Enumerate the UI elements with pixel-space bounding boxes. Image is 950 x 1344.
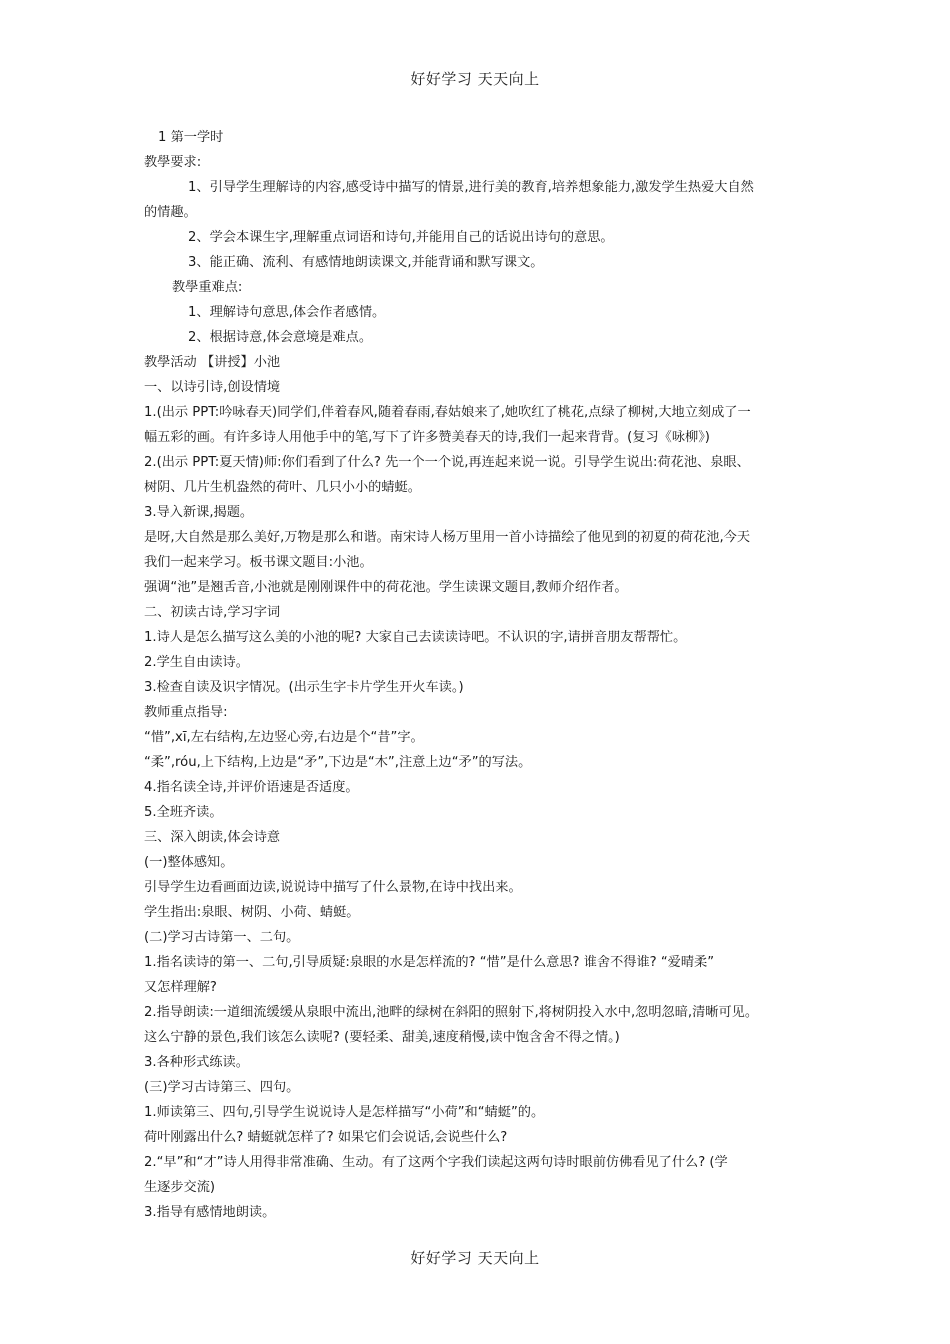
paragraph-line: 树阴、几片生机盎然的荷叶、几只小小的蜻蜓。 [144,480,421,495]
paragraph-line: 2、根据诗意,体会意境是难点。 [188,330,373,345]
paragraph-line: 1.师读第三、四句,引导学生说说诗人是怎样描写“小荷”和“蜻蜓”的。 [144,1105,545,1120]
paragraph-line: 5.全班齐读。 [144,805,223,820]
section-heading: 三、深入朗读,体会诗意 [144,830,281,845]
lesson-title: 1 第一学时 [158,130,224,145]
paragraph-line: 3.指导有感情地朗读。 [144,1205,276,1220]
paragraph-line: 教师重点指导: [144,705,228,720]
paragraph-line: “柔”,róu,上下结构,上边是“矛”,下边是“木”,注意上边“矛”的写法。 [144,755,532,770]
paragraph-line: 3.导入新课,揭题。 [144,505,254,520]
section-heading: 教學要求: [144,155,202,170]
paragraph-line: 3.检查自读及识字情况。(出示生字卡片学生开火车读。) [144,680,464,695]
section-heading: 二、初读古诗,学习字词 [144,605,281,620]
paragraph-line: 1.(出示 PPT:吟咏春天)同学们,伴着春风,随着春雨,春姑娘来了,她吹红了桃花,点绿了柳树,大地立刻成了一 [144,405,751,420]
page-footer: 好好学习 天天向上 [410,1249,540,1267]
paragraph-line: 1.诗人是怎么描写这么美的小池的呢? 大家自己去读读诗吧。不认识的字,请拼音朋友帮帮忙。 [144,630,687,645]
paragraph-line: 1.指名读诗的第一、二句,引导质疑:泉眼的水是怎样流的? “惜”是什么意思? 谁舍不得谁? “爱晴柔” [144,955,715,970]
paragraph-line: 我们一起来学习。板书课文题目:小池。 [144,555,373,570]
paragraph-line: 学生指出:泉眼、树阴、小荷、蜻蜓。 [144,905,360,920]
paragraph-line: 生逐步交流) [144,1180,216,1195]
paragraph-line: 2.“早”和“才”诗人用得非常准确、生动。有了这两个字我们读起这两句诗时眼前仿佛看见了什么? (学 [144,1155,728,1170]
paragraph-line: 1、引导学生理解诗的内容,感受诗中描写的情景,进行美的教育,培养想象能力,激发学生热爱大自然 [188,180,754,195]
paragraph-line: 4.指名读全诗,并评价语速是否适度。 [144,780,359,795]
paragraph-line: 3.各种形式练读。 [144,1055,249,1070]
paragraph-line: “惜”,xī,左右结构,左边竖心旁,右边是个“昔”字。 [144,730,424,745]
paragraph-line: 2.(出示 PPT:夏天情)师:你们看到了什么? 先一个一个说,再连起来说一说。引导学生说出:荷花池、泉眼、 [144,455,750,470]
paragraph-line: 引导学生边看画面边读,说说诗中描写了什么景物,在诗中找出来。 [144,880,522,895]
section-heading: 教學重难点: [172,280,243,295]
document-body [144,125,812,1225]
paragraph-line: (三)学习古诗第三、四句。 [144,1080,300,1095]
paragraph-line: 2.指导朗读:一道细流缓缓从泉眼中流出,池畔的绿树在斜阳的照射下,将树阴投入水中,忽明忽暗,清晰可见。 [144,1005,759,1020]
paragraph-line: (一)整体感知。 [144,855,234,870]
paragraph-line: 幅五彩的画。有许多诗人用他手中的笔,写下了许多赞美春天的诗,我们一起来背背。(复习《咏柳》) [144,430,710,445]
section-heading: 教學活动 【讲授】小池 [144,355,281,370]
paragraph-line: 2、学会本课生字,理解重点词语和诗句,并能用自己的话说出诗句的意思。 [188,230,614,245]
paragraph-line: 1、理解诗句意思,体会作者感情。 [188,305,386,320]
paragraph-line: 2.学生自由读诗。 [144,655,249,670]
section-heading: 一、以诗引诗,创设情境 [144,380,281,395]
paragraph-line: 的情趣。 [144,205,197,220]
paragraph-line: 这么宁静的景色,我们该怎么读呢? (要轻柔、甜美,速度稍慢,读中饱含舍不得之情。) [144,1030,620,1045]
paragraph-line: 荷叶刚露出什么? 蜻蜓就怎样了? 如果它们会说话,会说些什么? [144,1130,508,1145]
paragraph-line: 3、能正确、流利、有感情地朗读课文,并能背诵和默写课文。 [188,255,544,270]
paragraph-line: 又怎样理解? [144,980,217,995]
paragraph-line: (二)学习古诗第一、二句。 [144,930,300,945]
paragraph-line: 强调“池”是翘舌音,小池就是刚刚课件中的荷花池。学生读课文题目,教师介绍作者。 [144,580,628,595]
page-header: 好好学习 天天向上 [410,70,540,88]
paragraph-line: 是呀,大自然是那么美好,万物是那么和谐。南宋诗人杨万里用一首小诗描绘了他见到的初夏的荷花池,今天 [144,530,751,545]
